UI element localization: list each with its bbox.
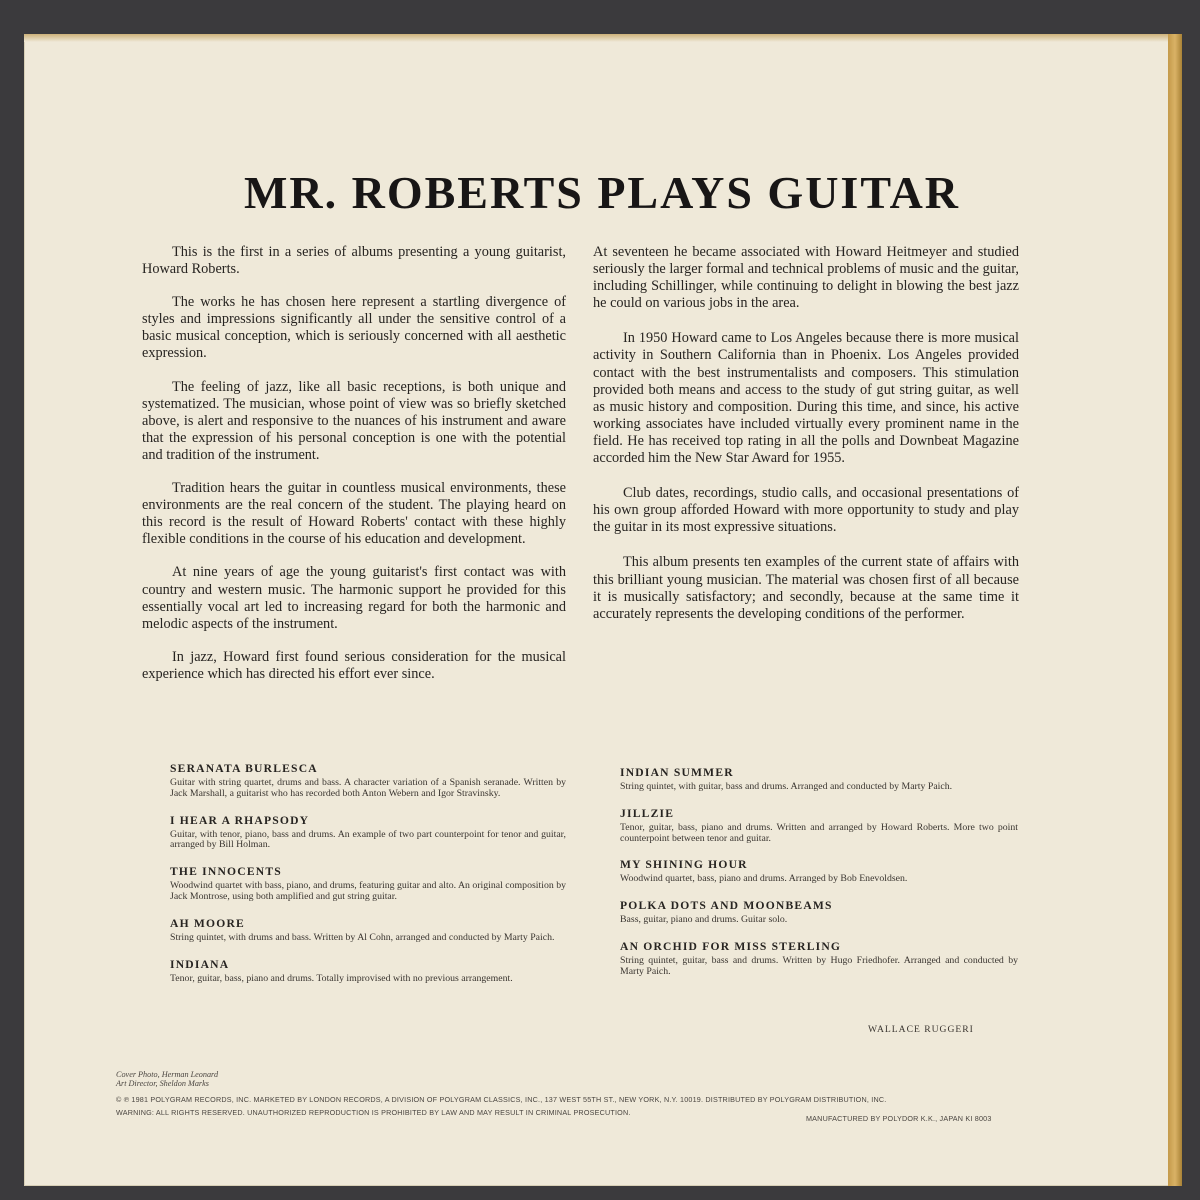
track-title: INDIANA [170, 957, 230, 971]
track-item [620, 858, 1018, 885]
track-description: Woodwind quartet, bass, piano and drums. Arranged by Bob Enevoldsen. [620, 873, 908, 885]
liner-paragraph: At nine years of age the young guitarist's first contact was with country and western music. The harmonic support he provided for this essentially vocal art led to increasing regard for both the harmonic and melodic aspects of the instrument. [142, 564, 566, 632]
track-description: Bass, guitar, piano and drums. Guitar solo. [620, 914, 788, 926]
track-item [170, 958, 566, 985]
liner-paragraph: In 1950 Howard came to Los Angeles because there is more musical activity in Southern California than in Phoenix. Los Angeles provided contact with the best instrumentalists and composers. This stimulation provided both means and access to the study of gut string guitar, as well as music history and composition. During this time, and since, his active working associates have included virtually every prominent name in the field. He has received top rating in all the polls and Downbeat Magazine accorded him the New Star Award for 1955. [593, 330, 1019, 467]
track-title: I HEAR A RHAPSODY [170, 813, 310, 827]
album-title: MR. ROBERTS PLAYS GUITAR [243, 167, 961, 218]
track-description: String quintet, with guitar, bass and drums. Arranged and conducted by Marty Paich. [620, 781, 953, 792]
track-item [620, 940, 1018, 978]
sleeve-right-edge [1168, 34, 1182, 1186]
track-title: SERANATA BURLESCA [170, 762, 318, 775]
track-title: AH MOORE [170, 916, 245, 930]
track-item [620, 899, 1018, 926]
track-description: Woodwind quartet with bass, piano, and drums, featuring guitar and alto. An original composition by Jack Montrose, using both amplified and gut string guitar. [170, 880, 566, 902]
liner-notes-right [593, 244, 1019, 641]
album-back-cover [24, 34, 1180, 1186]
art-director-line: Art Director, Sheldon Marks [116, 1078, 209, 1088]
manufacturer-line: MANUFACTURED BY POLYDOR K.K., JAPAN KI 8003 [806, 1114, 992, 1123]
track-description: Tenor, guitar, bass, piano and drums. Totally improvised with no previous arrangement. [170, 972, 513, 984]
liner-notes-left [142, 244, 566, 699]
sleeve-top-edge [24, 34, 1180, 42]
track-title: AN ORCHID FOR MISS STERLING [620, 939, 842, 953]
track-item [170, 917, 566, 944]
track-description: Tenor, guitar, bass, piano and drums. Written and arranged by Howard Roberts. More two point counterpoint between tenor and guitar. [620, 821, 1018, 844]
track-item [620, 766, 1018, 793]
track-title: MY SHINING HOUR [620, 858, 748, 872]
photo-credit [116, 1071, 218, 1088]
track-item [170, 865, 566, 903]
track-description: String quintet, guitar, bass and drums. Written by Hugo Friedhofer. Arranged and conducted by Marty Paich. [620, 954, 1018, 977]
liner-paragraph: Tradition hears the guitar in countless musical environments, these environments are the real concern of the student. The playing heard on this record is the result of Howard Roberts' contact with these highly flexible conditions in the course of his education and development. [142, 480, 566, 548]
track-item [170, 762, 566, 800]
track-title: POLKA DOTS AND MOONBEAMS [620, 899, 833, 913]
liner-paragraph: Club dates, recordings, studio calls, and occasional presentations of his own group afforded Howard with more opportunity to study and play the guitar in its most expressive situations. [593, 485, 1019, 536]
liner-paragraph: The feeling of jazz, like all basic receptions, is both unique and systematized. The musician, whose point of view was so briefly sketched above, is alert and responsive to the nuances of his instrument and aware that the expression of his personal conception is one with the potential and tradition of the instrument. [142, 378, 566, 463]
liner-paragraph: The works he has chosen here represent a startling divergence of styles and impressions significantly all under the sensitive control of a basic musical conception, which is seriously concerned with all aesthetic expression. [142, 294, 566, 362]
track-description: String quintet, with drums and bass. Written by Al Cohn, arranged and conducted by Marty Paich. [170, 931, 555, 943]
liner-paragraph: At seventeen he became associated with Howard Heitmeyer and studied seriously the larger formal and technical problems of music and the guitar, including Schillinger, while continuing to delight in blowing the best jazz he could on various jobs in the area. [593, 244, 1019, 312]
track-list-left [170, 762, 566, 998]
track-description: Guitar with string quartet, drums and bass. A character variation of a Spanish seranade. Written by Jack Marshall, a guitarist who has recorded both Anton Webern and Igor Stravinsky. [170, 777, 566, 799]
writer-credit: WALLACE RUGGERI [868, 1024, 974, 1035]
track-description: Guitar, with tenor, piano, bass and drums. An example of two part counterpoint for tenor and guitar, arranged by Bill Holman. [170, 828, 566, 851]
liner-paragraph: This is the first in a series of albums presenting a young guitarist, Howard Roberts. [142, 244, 566, 278]
track-list-right [620, 766, 1018, 992]
track-title: JILLZIE [620, 806, 675, 820]
liner-paragraph: In jazz, Howard first found serious consideration for the musical experience which has directed his effort ever since. [142, 648, 566, 682]
liner-paragraph: This album presents ten examples of the current state of affairs with this brilliant young musician. The material was chosen first of all because it is musically satisfactory; and secondly, because at the same time it accurately represents the developing conditions of the performer. [593, 554, 1019, 622]
track-title: INDIAN SUMMER [620, 766, 734, 779]
warning-line: WARNING: ALL RIGHTS RESERVED. UNAUTHORIZED REPRODUCTION IS PROHIBITED BY LAW AND MAY RESULT IN CRIMINAL PROSECUTION. [116, 1108, 631, 1117]
track-title: THE INNOCENTS [170, 865, 282, 879]
track-item [620, 807, 1018, 845]
photo-credit-line: Cover Photo, Herman Leonard [116, 1070, 219, 1079]
track-item [170, 814, 566, 852]
copyright-line: © ℗ 1981 POLYGRAM RECORDS, INC. MARKETED BY LONDON RECORDS, A DIVISION OF POLYGRAM CLASSICS, INC., 137 WEST 55TH ST., NEW YORK, N.Y. 10019. DISTRIBUTED BY POLYGRAM DISTRIBUTION, INC. [116, 1095, 887, 1104]
